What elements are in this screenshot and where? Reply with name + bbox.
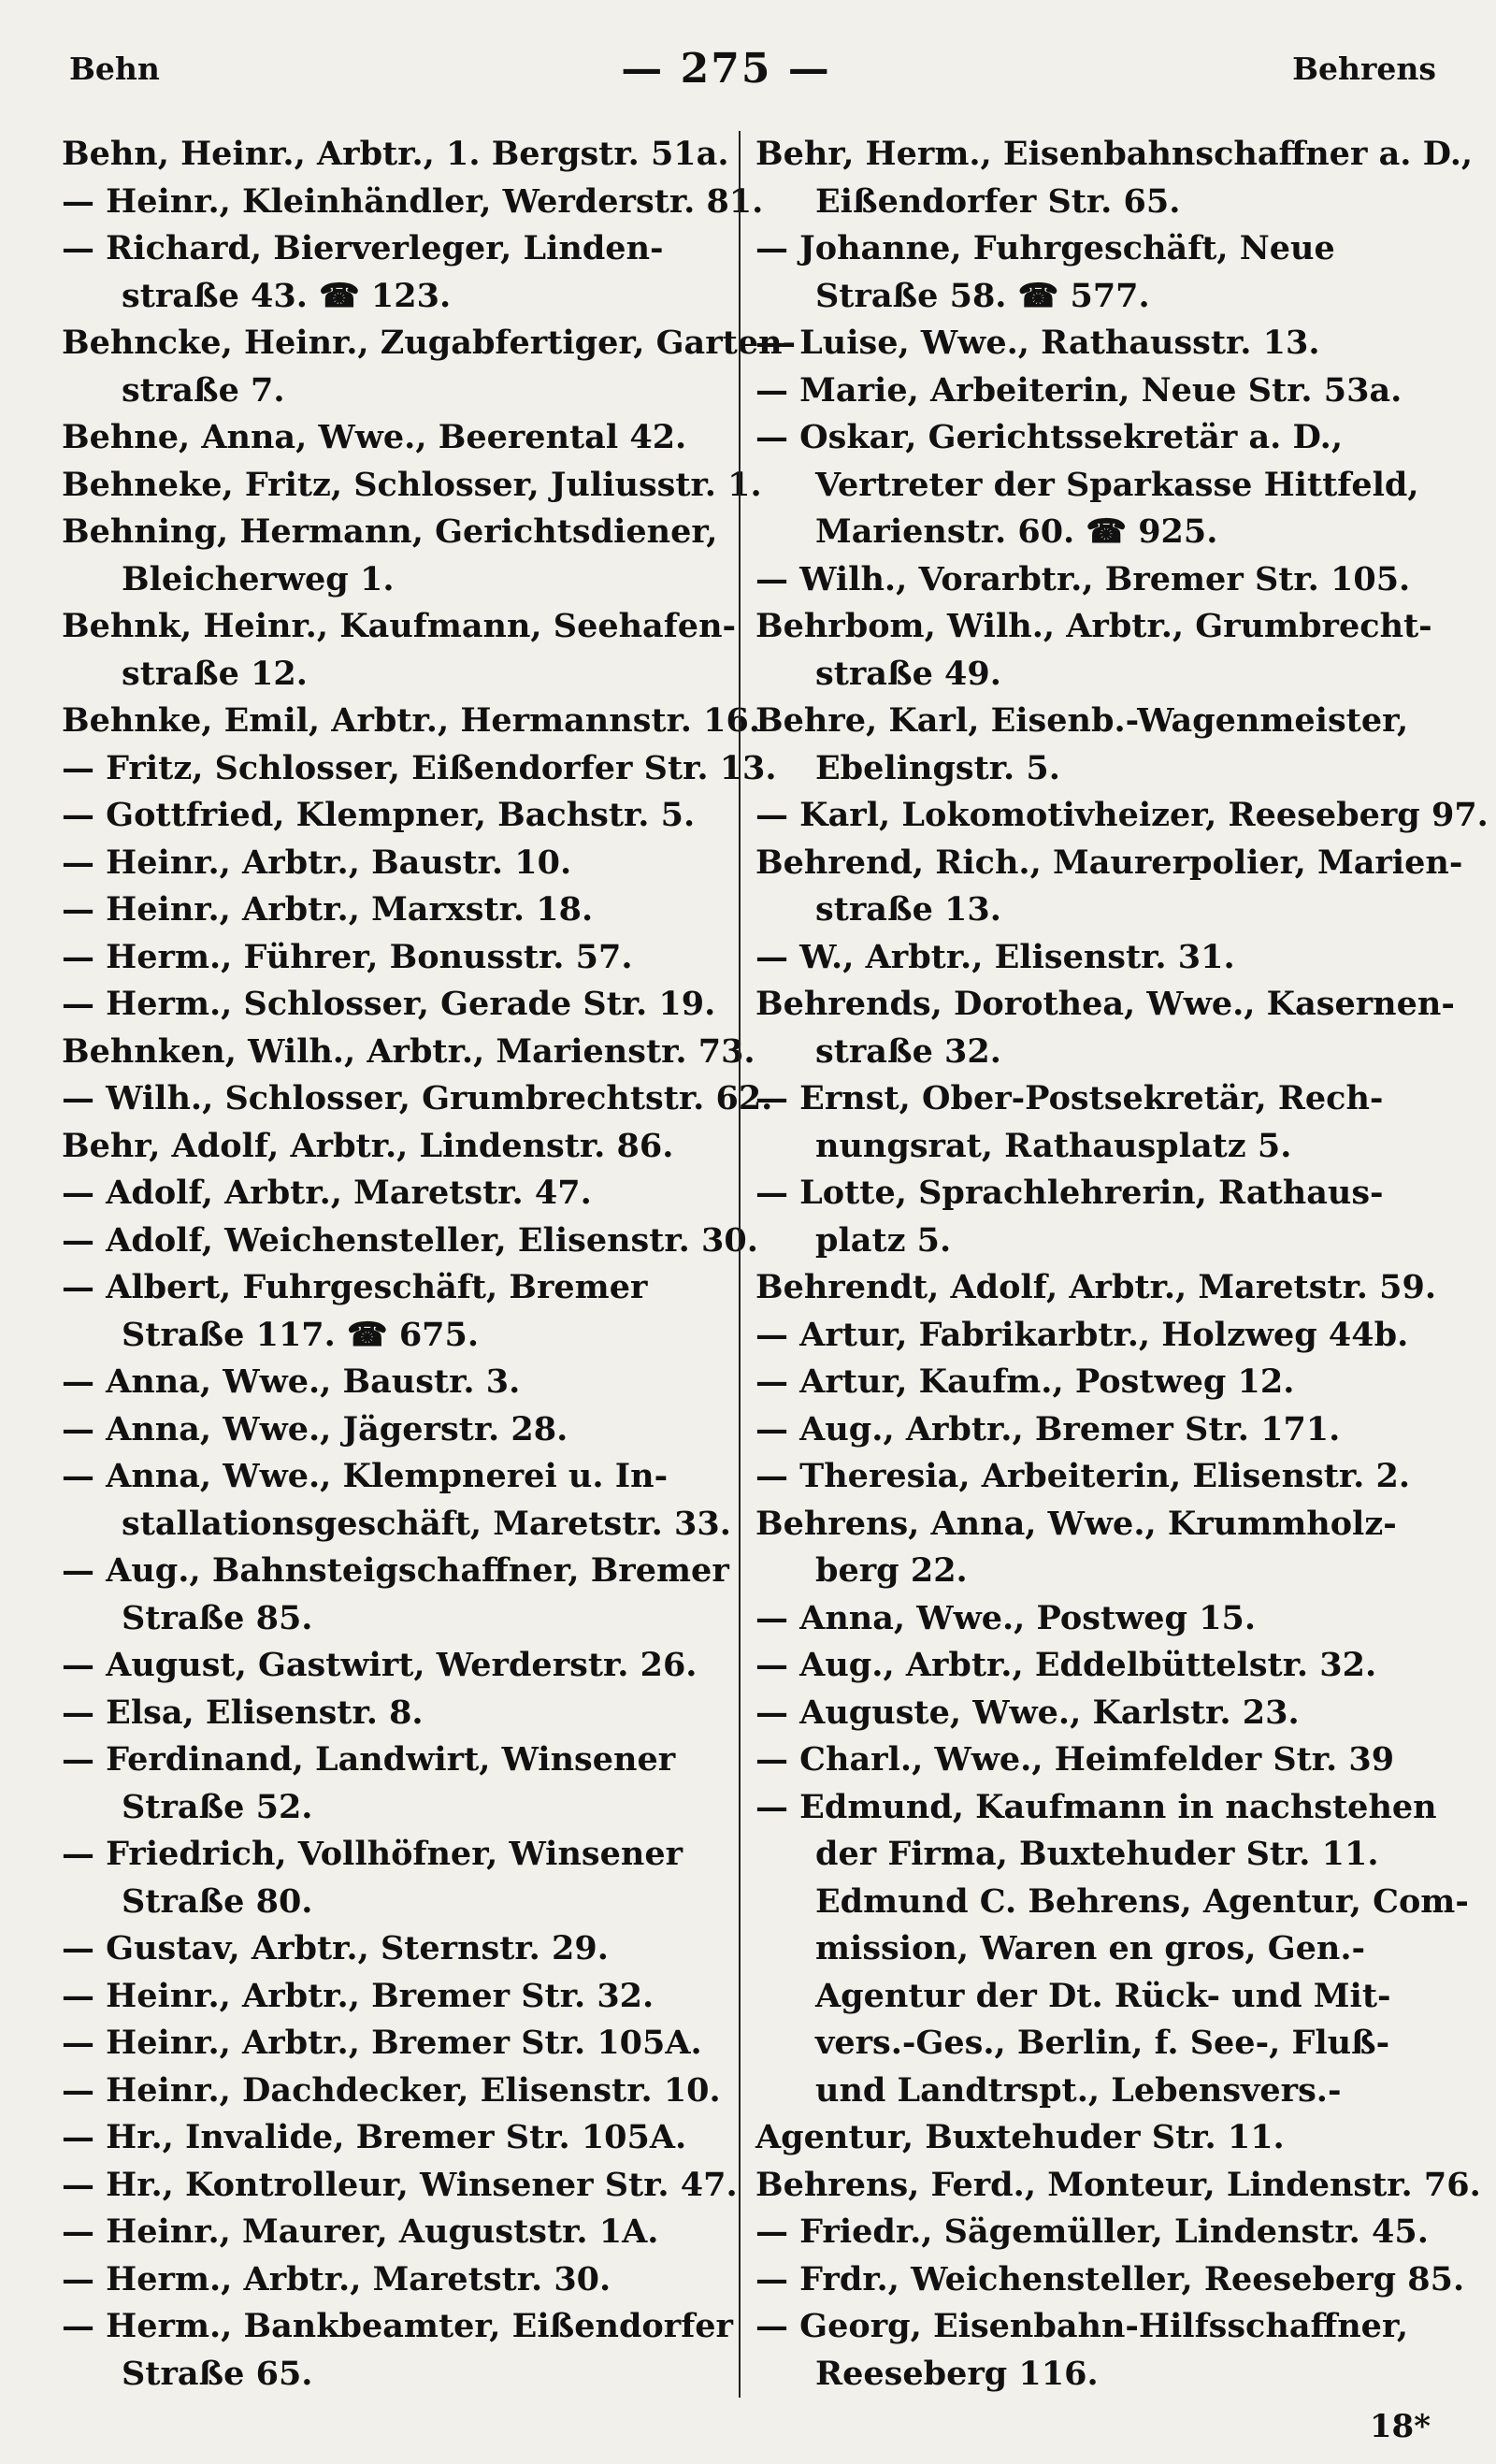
header-left-keyword: Behn xyxy=(69,50,160,87)
directory-line: — Luise, Wwe., Rathausstr. 13. xyxy=(755,324,1320,362)
directory-line: straße 7. xyxy=(122,370,285,410)
directory-line: Eißendorfer Str. 65. xyxy=(815,181,1181,221)
directory-line: — Georg, Eisenbahn-Hilfsschaffner, xyxy=(755,2307,1409,2345)
directory-line: Behne, Anna, Wwe., Beerental 42. xyxy=(62,418,687,456)
directory-line: — Heinr., Maurer, Auguststr. 1A. xyxy=(62,2212,659,2251)
directory-line: — Wilh., Vorarbtr., Bremer Str. 105. xyxy=(755,559,1411,598)
directory-line: — Heinr., Kleinhändler, Werderstr. 81. xyxy=(62,181,764,221)
directory-line: — Gottfried, Klempner, Bachstr. 5. xyxy=(62,796,696,834)
directory-line: — Aug., Arbtr., Eddelbüttelstr. 32. xyxy=(755,1646,1377,1684)
directory-line: Behr, Adolf, Arbtr., Lindenstr. 86. xyxy=(62,1126,674,1165)
directory-line: Behnk, Heinr., Kaufmann, Seehafen- xyxy=(62,607,737,645)
directory-line: — Artur, Fabrikarbtr., Holzweg 44b. xyxy=(755,1315,1409,1354)
directory-line: Behneke, Fritz, Schlosser, Juliusstr. 1. xyxy=(62,465,762,504)
right-column xyxy=(739,131,1489,2398)
directory-line: Behrbom, Wilh., Arbtr., Grumbrecht- xyxy=(755,607,1432,645)
directory-line: — Anna, Wwe., Klempnerei u. In- xyxy=(62,1457,669,1495)
directory-line: Behncke, Heinr., Zugabfertiger, Garten- xyxy=(62,324,797,362)
directory-line: straße 49. xyxy=(815,654,1001,693)
directory-line: — Ernst, Ober-Postsekretär, Rech- xyxy=(755,1079,1384,1117)
directory-line: — Elsa, Elisenstr. 8. xyxy=(62,1693,424,1732)
directory-columns xyxy=(62,131,1489,2398)
directory-line: nungsrat, Rathausplatz 5. xyxy=(815,1126,1292,1165)
directory-line: Reeseberg 116. xyxy=(815,2354,1099,2393)
sheet-signature-mark: 18* xyxy=(1369,2408,1431,2445)
directory-line: — Lotte, Sprachlehrerin, Rathaus- xyxy=(755,1174,1384,1212)
directory-line: — Hr., Invalide, Bremer Str. 105A. xyxy=(62,2118,687,2156)
directory-line: — Karl, Lokomotivheizer, Reeseberg 97. xyxy=(755,796,1489,834)
directory-line: mission, Waren en gros, Gen.- xyxy=(815,1929,1366,1967)
directory-line: Bleicherweg 1. xyxy=(122,559,395,598)
directory-line: Ebelingstr. 5. xyxy=(815,748,1060,787)
directory-line: — Wilh., Schlosser, Grumbrechtstr. 62. xyxy=(62,1079,773,1117)
directory-line: — Heinr., Arbtr., Bremer Str. 105A. xyxy=(62,2024,702,2062)
directory-line: Vertreter der Sparkasse Hittfeld, xyxy=(815,465,1419,504)
left-column xyxy=(62,131,797,2398)
directory-line: — August, Gastwirt, Werderstr. 26. xyxy=(62,1646,698,1684)
directory-line: — Albert, Fuhrgeschäft, Bremer xyxy=(62,1268,648,1306)
directory-line: — Edmund, Kaufmann in nachstehen xyxy=(755,1787,1437,1826)
directory-line: — Johanne, Fuhrgeschäft, Neue xyxy=(755,229,1335,267)
directory-line: stallationsgeschäft, Maretstr. 33. xyxy=(122,1504,731,1543)
directory-line: — Heinr., Arbtr., Marxstr. 18. xyxy=(62,890,594,929)
directory-line: — Adolf, Arbtr., Maretstr. 47. xyxy=(62,1174,592,1212)
directory-line: straße 32. xyxy=(815,1031,1001,1071)
page-header xyxy=(69,36,1436,101)
directory-line: — W., Arbtr., Elisenstr. 31. xyxy=(755,937,1235,976)
directory-line: — Ferdinand, Landwirt, Winsener xyxy=(62,1740,676,1779)
directory-line: — Oskar, Gerichtssekretär a. D., xyxy=(755,418,1344,456)
directory-line: — Charl., Wwe., Heimfelder Str. 39 xyxy=(755,1740,1395,1779)
directory-line: — Herm., Führer, Bonusstr. 57. xyxy=(62,937,633,976)
directory-line: — Heinr., Dachdecker, Elisenstr. 10. xyxy=(62,2070,721,2110)
directory-line: Behrendt, Adolf, Arbtr., Maretstr. 59. xyxy=(755,1268,1437,1306)
directory-line: — Herm., Arbtr., Maretstr. 30. xyxy=(62,2259,611,2298)
directory-line: Marienstr. 60. ☎ 925. xyxy=(815,512,1218,551)
directory-line: vers.-Ges., Berlin, f. See-, Fluß- xyxy=(815,2024,1390,2062)
header-right-keyword: Behrens xyxy=(1292,50,1436,87)
directory-line: Straße 58. ☎ 577. xyxy=(815,276,1150,315)
directory-line: Agentur, Buxtehuder Str. 11. xyxy=(755,2118,1285,2156)
directory-line: — Marie, Arbeiterin, Neue Str. 53a. xyxy=(755,370,1402,410)
directory-line: Behrend, Rich., Maurerpolier, Marien- xyxy=(755,843,1463,882)
directory-line: — Adolf, Weichensteller, Elisenstr. 30. xyxy=(62,1220,758,1260)
directory-line: — Artur, Kaufm., Postweg 12. xyxy=(755,1362,1295,1401)
directory-line: straße 12. xyxy=(122,654,308,693)
directory-line: und Landtrspt., Lebensvers.- xyxy=(815,2070,1342,2110)
directory-line: — Gustav, Arbtr., Sternstr. 29. xyxy=(62,1929,609,1967)
directory-line: — Theresia, Arbeiterin, Elisenstr. 2. xyxy=(755,1457,1411,1495)
directory-line: Behning, Hermann, Gerichtsdiener, xyxy=(62,512,718,551)
directory-line: — Richard, Bierverleger, Linden- xyxy=(62,229,664,267)
directory-line: Edmund C. Behrens, Agentur, Com- xyxy=(815,1881,1469,1921)
directory-line: Behre, Karl, Eisenb.-Wagenmeister, xyxy=(755,701,1409,740)
directory-line: — Anna, Wwe., Jägerstr. 28. xyxy=(62,1409,568,1448)
directory-line: der Firma, Buxtehuder Str. 11. xyxy=(815,1835,1379,1873)
directory-line: Behr, Herm., Eisenbahnschaffner a. D., xyxy=(755,135,1474,173)
directory-line: berg 22. xyxy=(815,1551,968,1590)
directory-line: — Aug., Arbtr., Bremer Str. 171. xyxy=(755,1409,1341,1448)
directory-line: — Anna, Wwe., Baustr. 3. xyxy=(62,1362,521,1401)
directory-line: — Heinr., Arbtr., Baustr. 10. xyxy=(62,843,572,882)
directory-line: — Frdr., Weichensteller, Reeseberg 85. xyxy=(755,2259,1465,2298)
directory-line: Behrends, Dorothea, Wwe., Kasernen- xyxy=(755,985,1455,1023)
directory-line: — Herm., Schlosser, Gerade Str. 19. xyxy=(62,985,716,1023)
directory-line: Straße 80. xyxy=(122,1881,313,1921)
directory-line: Agentur der Dt. Rück- und Mit- xyxy=(815,1976,1391,2015)
directory-line: straße 43. ☎ 123. xyxy=(122,276,452,315)
directory-line: Behrens, Anna, Wwe., Krummholz- xyxy=(755,1504,1397,1543)
directory-line: Behn, Heinr., Arbtr., 1. Bergstr. 51a. xyxy=(62,135,729,173)
directory-line: — Auguste, Wwe., Karlstr. 23. xyxy=(755,1693,1300,1732)
page-number: — 275 — xyxy=(621,44,831,93)
directory-line: Straße 65. xyxy=(122,2354,313,2393)
directory-line: — Friedrich, Vollhöfner, Winsener xyxy=(62,1835,683,1873)
directory-line: — Anna, Wwe., Postweg 15. xyxy=(755,1598,1257,1637)
directory-line: Straße 52. xyxy=(122,1787,313,1826)
directory-line: Behrens, Ferd., Monteur, Lindenstr. 76. xyxy=(755,2165,1481,2204)
directory-line: Straße 117. ☎ 675. xyxy=(122,1315,480,1354)
directory-line: — Hr., Kontrolleur, Winsener Str. 47. xyxy=(62,2165,738,2204)
directory-line: — Fritz, Schlosser, Eißendorfer Str. 13. xyxy=(62,748,777,787)
directory-line: platz 5. xyxy=(815,1220,952,1260)
directory-line: Behnken, Wilh., Arbtr., Marienstr. 73. xyxy=(62,1031,755,1071)
directory-line: Straße 85. xyxy=(122,1598,313,1637)
directory-line: — Friedr., Sägemüller, Lindenstr. 45. xyxy=(755,2212,1429,2251)
directory-line: — Aug., Bahnsteigschaffner, Bremer xyxy=(62,1551,729,1590)
directory-line: straße 13. xyxy=(815,890,1001,929)
directory-line: — Herm., Bankbeamter, Eißendorfer xyxy=(62,2307,733,2345)
directory-line: — Heinr., Arbtr., Bremer Str. 32. xyxy=(62,1976,654,2015)
directory-line: Behnke, Emil, Arbtr., Hermannstr. 16. xyxy=(62,701,761,740)
